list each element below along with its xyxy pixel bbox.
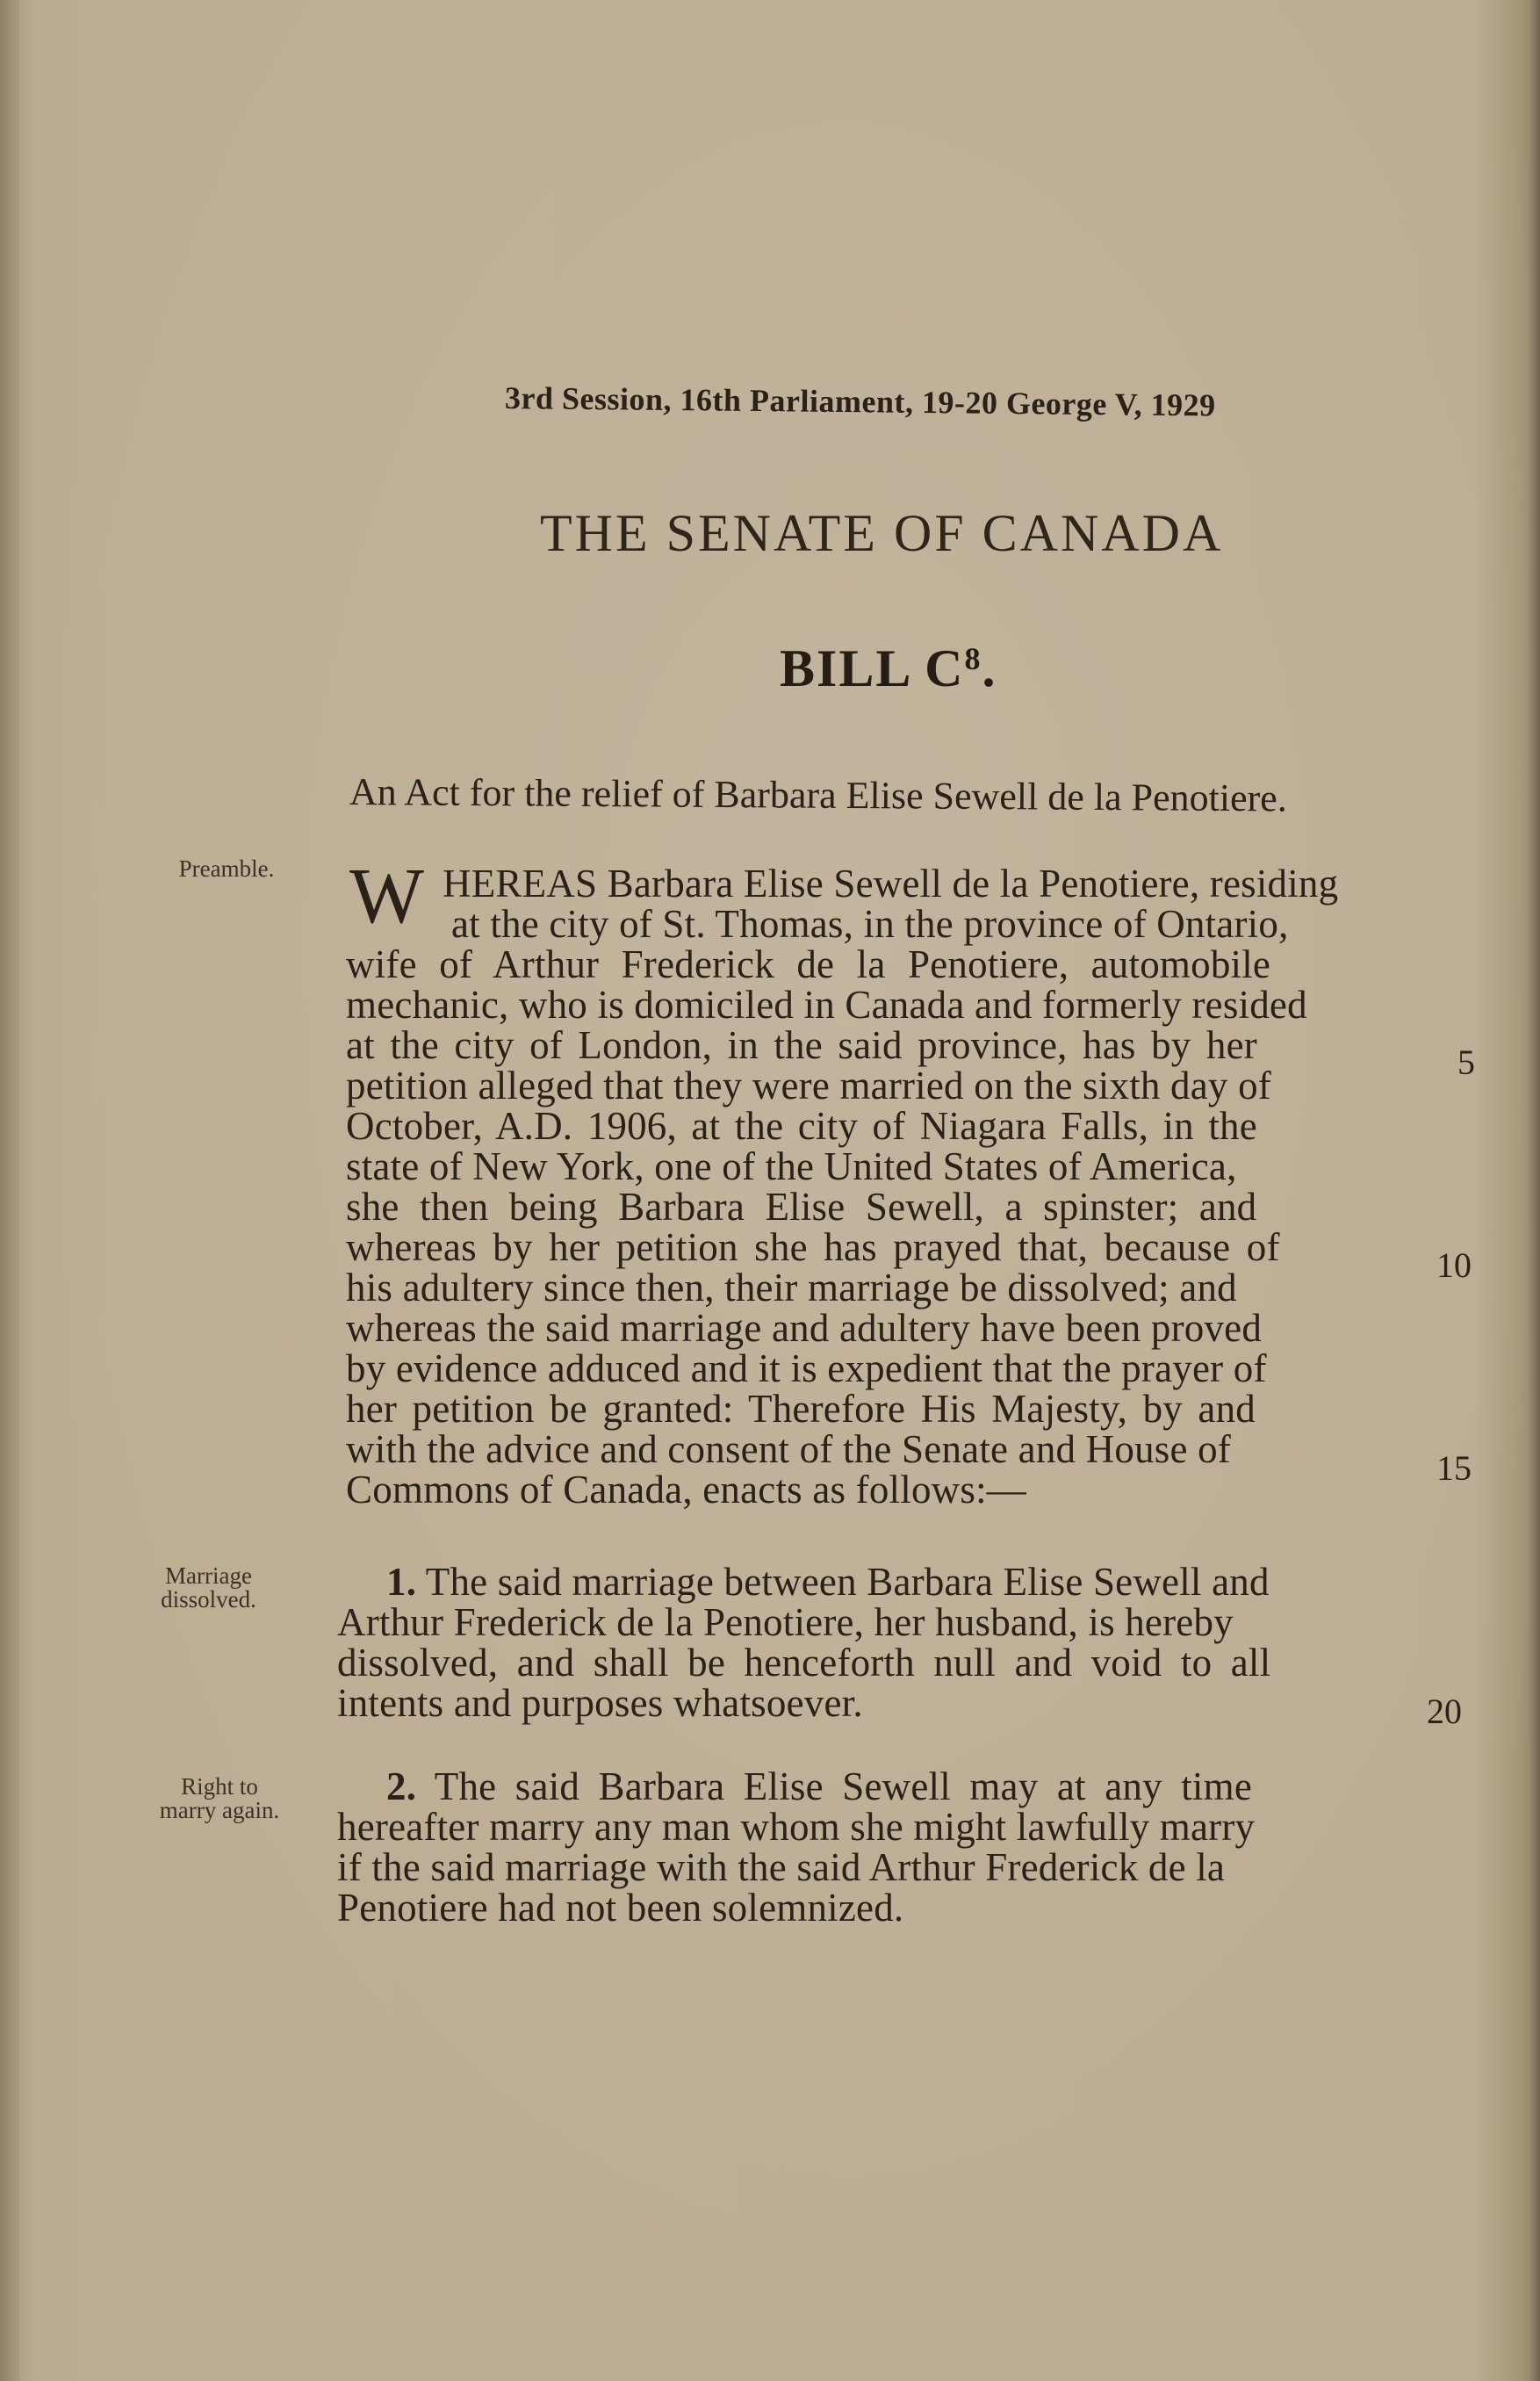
line-number: 10 [1436,1245,1472,1285]
margin-note-line: Marriage [165,1562,252,1589]
act-title: An Act for the relief of Barbara Elise Sewell de la Penotiere. [349,770,1287,820]
line-number: 20 [1427,1692,1462,1731]
bill-suffix: . [982,639,997,697]
bill-number [780,639,997,699]
preamble-line: petition alleged that they were married on the sixth day of [346,1064,1271,1108]
page-right-edge [1528,0,1540,2381]
session-line: 3rd Session, 16th Parliament, 19-20 George V, 1929 [504,380,1216,423]
bill-superscript: 8 [964,641,982,676]
section-text: The said marriage between Barbara Elise Sewell and [425,1560,1270,1604]
book-spine-edge [0,0,19,2381]
section-line [337,1562,1417,1602]
section-number: 1. [386,1560,417,1604]
section-line: Penotiere had not been solemnized. [337,1886,904,1930]
chamber-title: THE SENATE OF CANADA [540,504,1224,562]
preamble-line: her petition be granted: Therefore His Majesty, by and [346,1387,1256,1431]
preamble-line: mechanic, who is domiciled in Canada and formerly resided [346,983,1307,1027]
preamble-line: she then being Barbara Elise Sewell, a spinster; and [346,1185,1257,1229]
preamble-line: his adultery since then, their marriage be dissolved; and [346,1266,1237,1310]
section-line: if the said marriage with the said Arthur Frederick de la [337,1845,1226,1889]
section-number: 2. [386,1764,417,1808]
section-line: dissolved, and shall be henceforth null and void to all [337,1641,1271,1685]
margin-note-line: dissolved. [161,1586,256,1613]
section-2 [337,1766,1417,1928]
preamble-line: whereas by her petition she has prayed that, because of [346,1225,1280,1269]
margin-note-line: marry again. [159,1797,280,1823]
preamble-dropcap: W [349,853,424,940]
preamble-line: at the city of St. Thomas, in the province of Ontario, [451,902,1289,946]
margin-note-right-to-marry [132,1775,307,1822]
margin-note-line: Right to [181,1773,258,1800]
preamble-line: October, A.D. 1906, at the city of Niagara Falls, in the [346,1104,1257,1148]
section-line [337,1766,1417,1807]
preamble-line: with the advice and consent of the Senate and House of [346,1427,1231,1471]
preamble-line: Commons of Canada, enacts as follows:— [346,1468,1026,1512]
preamble-text [346,863,1426,1510]
preamble-line: by evidence adduced and it is expedient that the prayer of [346,1346,1267,1390]
preamble-line: wife of Arthur Frederick de la Penotiere, automobile [346,942,1271,986]
section-1 [337,1562,1417,1723]
section-text: The said Barbara Elise Sewell may at any time [434,1764,1253,1808]
preamble-line: whereas the said marriage and adultery have been proved [346,1306,1263,1350]
preamble-line: HEREAS Barbara Elise Sewell de la Penotiere, residing [443,862,1339,906]
section-line: hereafter marry any man whom she might lawfully marry [337,1805,1256,1849]
section-line: intents and purposes whatsoever. [337,1681,863,1725]
line-number: 5 [1457,1043,1475,1082]
line-number: 15 [1436,1448,1472,1488]
preamble-line: state of New York, one of the United States of America, [346,1144,1237,1188]
margin-note-preamble: Preamble. [178,855,275,882]
section-line: Arthur Frederick de la Penotiere, her husband, is hereby [337,1600,1234,1644]
bill-label: BILL C [780,639,965,697]
margin-note-marriage-dissolved [140,1564,277,1612]
preamble-line: at the city of London, in the said province, has by her [346,1023,1257,1067]
